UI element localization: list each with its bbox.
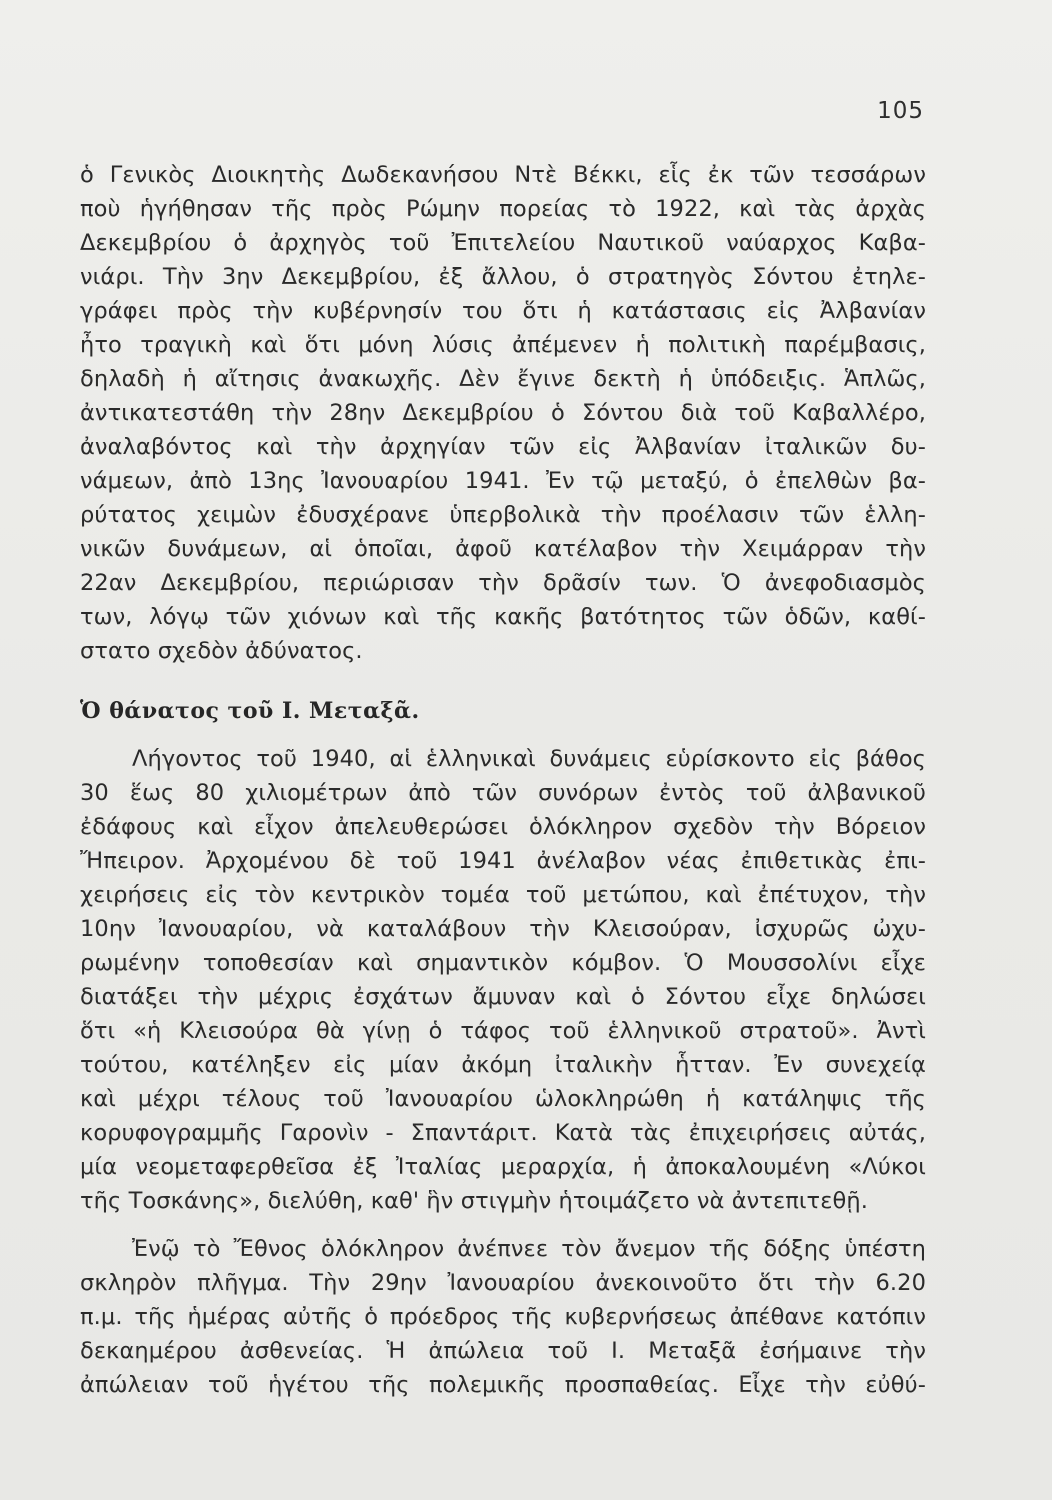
text-line: νικῶν δυνάμεων, αἱ ὁποῖαι, ἀφοῦ κατέλαβον τὴν Χειμάρραν τὴν <box>80 536 926 562</box>
text-line: κορυφογραμμῆς Γαρονὶν - Σπαντάριτ. Κατὰ τὰς ἐπιχειρήσεις αὐτάς, <box>80 1120 926 1146</box>
text-line: διατάξει τὴν μέχρις ἐσχάτων ἄμυναν καὶ ὁ Σόντου εἶχε δηλώσει <box>80 984 926 1010</box>
text-line: χειρήσεις εἰς τὸν κεντρικὸν τομέα τοῦ μετώπου, καὶ ἐπέτυχον, τὴν <box>80 882 926 908</box>
text-line: 22αν Δεκεμβρίου, περιώρισαν τὴν δρᾶσίν των. Ὁ ἀνεφοδιασμὸς <box>80 570 926 596</box>
text-line: στατο σχεδὸν ἀδύνατος. <box>80 638 363 664</box>
text-line: ποὺ ἡγήθησαν τῆς πρὸς Ρώμην πορείας τὸ 1922, καὶ τὰς ἀρχὰς <box>80 196 926 222</box>
text-line: ἀντικατεστάθη τὴν 28ην Δεκεμβρίου ὁ Σόντου διὰ τοῦ Καβαλλέρο, <box>80 400 926 426</box>
text-line: ὅτι «ἡ Κλεισούρα θὰ γίνῃ ὁ τάφος τοῦ ἑλληνικοῦ στρατοῦ». Ἀντὶ <box>80 1018 926 1044</box>
page-number: 105 <box>877 98 924 124</box>
text-line: 30 ἕως 80 χιλιομέτρων ἀπὸ τῶν συνόρων ἐντὸς τοῦ ἀλβανικοῦ <box>80 780 926 806</box>
text-line: γράφει πρὸς τὴν κυβέρνησίν του ὅτι ἡ κατάστασις εἰς Ἀλβανίαν <box>80 298 926 324</box>
text-line: 10ην Ἰανουαρίου, νὰ καταλάβουν τὴν Κλεισούραν, ἰσχυρῶς ὠχυ- <box>80 916 926 942</box>
text-line: μία νεομεταφερθεῖσα ἐξ Ἰταλίας μεραρχία, ἡ ἀποκαλουμένη «Λύκοι <box>80 1154 926 1180</box>
text-line: καὶ μέχρι τέλους τοῦ Ἰανουαρίου ὡλοκληρώθη ἡ κατάληψις τῆς <box>80 1086 926 1112</box>
text-line: δεκαημέρου ἀσθενείας. Ἡ ἀπώλεια τοῦ Ι. Μεταξᾶ ἐσήμαινε τὴν <box>80 1338 926 1364</box>
text-line: π.μ. τῆς ἡμέρας αὐτῆς ὁ πρόεδρος τῆς κυβερνήσεως ἀπέθανε κατόπιν <box>80 1304 926 1330</box>
paragraph-1 <box>80 158 926 668</box>
text-line: ἐδάφους καὶ εἶχον ἀπελευθερώσει ὁλόκληρον σχεδὸν τὴν Βόρειον <box>80 814 926 840</box>
text-line: των, λόγῳ τῶν χιόνων καὶ τῆς κακῆς βατότητος τῶν ὁδῶν, καθί- <box>80 604 926 630</box>
text-line: Δεκεμβρίου ὁ ἀρχηγὸς τοῦ Ἐπιτελείου Ναυτικοῦ ναύαρχος Καβα- <box>80 230 926 256</box>
paragraph-2 <box>80 742 926 1218</box>
text-line: ἀπώλειαν τοῦ ἡγέτου τῆς πολεμικῆς προσπαθείας. Εἶχε τὴν εὐθύ- <box>80 1372 926 1398</box>
text-line: τούτου, κατέληξεν εἰς μίαν ἀκόμη ἰταλικὴν ἧτταν. Ἐν συνεχείᾳ <box>80 1052 926 1078</box>
text-line: νάμεων, ἀπὸ 13ης Ἰανουαρίου 1941. Ἐν τῷ μεταξύ, ὁ ἐπελθὼν βα- <box>80 468 926 494</box>
text-line: ἀναλαβόντος καὶ τὴν ἀρχηγίαν τῶν εἰς Ἀλβανίαν ἰταλικῶν δυ- <box>80 434 926 460</box>
paragraph-3 <box>80 1232 926 1402</box>
text-line: τῆς Τοσκάνης», διελύθη, καθ' ἣν στιγμὴν ἡτοιμάζετο νὰ ἀντεπιτεθῇ. <box>80 1188 868 1214</box>
text-line: νιάρι. Τὴν 3ην Δεκεμβρίου, ἐξ ἄλλου, ὁ στρατηγὸς Σόντου ἐτηλε- <box>80 264 926 290</box>
text-line: Ἤπειρον. Ἀρχομένου δὲ τοῦ 1941 ἀνέλαβον νέας ἐπιθετικὰς ἐπι- <box>80 848 926 874</box>
text-line: ὁ Γενικὸς Διοικητὴς Δωδεκανήσου Ντὲ Βέκκι, εἷς ἐκ τῶν τεσσάρων <box>80 162 926 188</box>
section-heading: Ὁ θάνατος τοῦ Ι. Μεταξᾶ. <box>80 698 420 724</box>
text-line: δηλαδὴ ἡ αἴτησις ἀνακωχῆς. Δὲν ἔγινε δεκτὴ ἡ ὑπόδειξις. Ἁπλῶς, <box>80 366 926 392</box>
text-line: ἦτο τραγικὴ καὶ ὅτι μόνη λύσις ἀπέμενεν ἡ πολιτικὴ παρέμβασις, <box>80 332 926 358</box>
text-line: ρωμένην τοποθεσίαν καὶ σημαντικὸν κόμβον. Ὁ Μουσσολίνι εἶχε <box>80 950 926 976</box>
text-line: Ἐνῷ τὸ Ἔθνος ὁλόκληρον ἀνέπνεε τὸν ἄνεμον τῆς δόξης ὑπέστη <box>132 1236 926 1262</box>
text-line: Λήγοντος τοῦ 1940, αἱ ἑλληνικαὶ δυνάμεις εὑρίσκοντο εἰς βάθος <box>132 746 926 772</box>
text-line: ρύτατος χειμὼν ἐδυσχέρανε ὑπερβολικὰ τὴν προέλασιν τῶν ἑλλη- <box>80 502 926 528</box>
text-line: σκληρὸν πλῆγμα. Τὴν 29ην Ἰανουαρίου ἀνεκοινοῦτο ὅτι τὴν 6.20 <box>80 1270 926 1296</box>
